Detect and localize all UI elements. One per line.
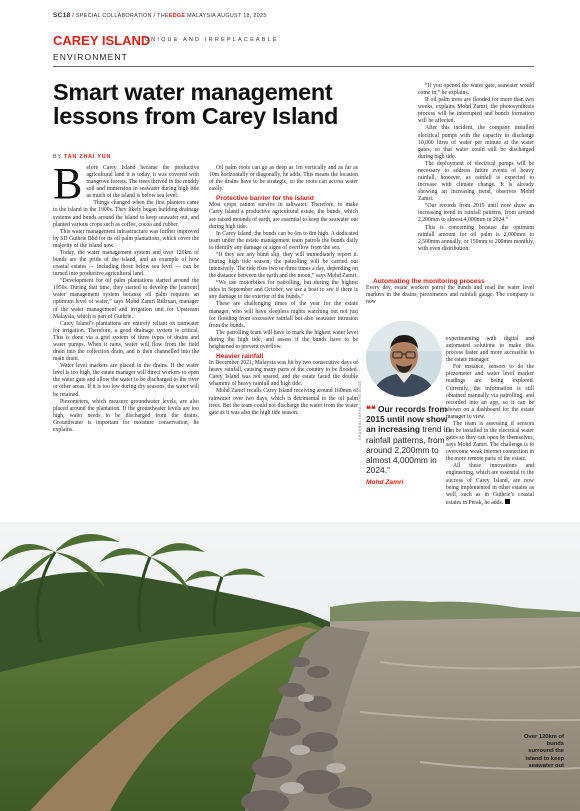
end-mark [505, 499, 510, 504]
subheading: Automating the monitoring process [373, 278, 485, 285]
article-column-1 [53, 159, 200, 434]
publication-suffix: MALAYSIA [187, 13, 216, 19]
page-folio: SC18 / SPECIAL COLLABORATION / THEEDGE MALAYSIA AUGUST 18, 2025 [53, 12, 267, 19]
drop-cap: B [53, 159, 83, 208]
byline-author: TAN ZHAI YUN [64, 154, 112, 160]
article-column-2 [209, 165, 358, 417]
body-paragraph: Today, the water management system and over 120km of bunds are the pride of the island, and an example of how coastal estates — including those below sea level — can be turned into productive agricultural land. [53, 249, 199, 278]
byline-prefix: BY [53, 154, 62, 160]
subheading: Heavier rainfall [216, 353, 264, 361]
quote-mark-icon: ❝❝ [366, 404, 376, 414]
publication-brand: EDGE [168, 13, 186, 19]
body-paragraph: Most crops cannot survive in saltwater. Therefore, to make Carey Island a productive agricultural estate, the bunds, which are raised mounds of earth, are essential to keep the seawater out during high tide. [209, 202, 358, 230]
pull-quote [366, 404, 452, 489]
article-column-3 [418, 83, 534, 253]
page-number: SC18 [53, 12, 71, 19]
lead-text: efore Carey Island became the productive agricultural land it is today, it was covered with mangrove forests. The trees thrived in the muddy soil and immersion in seawater during high tide as much of the island is below sea level. [86, 165, 200, 200]
body-paragraph: “Our records from 2015 until now show an increasing trend in rainfall patterns, from around 2,200mm to almost 4,000mm in 2024.” [418, 203, 534, 224]
body-paragraph: For instance, sensors to do the piezometer and water level marker readings are being explored. Currently, the information is still obtained manually via patrolling, and recorded into an app, so it can be shown on a dashboard for the estate manager to view. [446, 364, 534, 420]
landscape-photo [0, 522, 580, 811]
section-tagline: UNIQUE AND IRREPLACEABLE [145, 37, 279, 43]
body-paragraph: “If you opened the water gate, seawater would come in,” he explains. [418, 83, 534, 97]
body-paragraph: Every day, estate workers patrol the bunds and read the water level markers in the drains, piezometers and rainfall gauge. The company is now [366, 285, 534, 306]
pull-quote-bold: Our records from 2015 until now show an increasing [366, 404, 448, 435]
subheading: Protective barrier for the island [216, 195, 314, 203]
body-paragraph: “We use motorbikes for patrolling, but during the highest tides in September and October, we use a boat to see if there is any damage to the exterior of the bunds.” [209, 280, 358, 301]
publication-prefix: THE [157, 13, 169, 19]
pull-quote-text: trend in rainfall patterns, from around 2,200mm to almost 4,000mm in 2024.” [366, 424, 451, 476]
article-kicker: ENVIRONMENT [53, 52, 128, 62]
section-title: CAREY ISLAND [53, 33, 151, 48]
body-paragraph: Carey Island’s plantations are entirely reliant on rainwater for irrigation. Therefore, a good drainage system is critical. This is done via a grid system of three types of drains and water pumps. When it rains, water will flow from the field drain into the collection drain, and is then channelled into the main drain. [53, 320, 199, 363]
section-label: SPECIAL COLLABORATION [75, 13, 152, 19]
body-paragraph: After this incident, the company installed electrical pumps with the capacity to discharge 10,000 litres of water per minute at the water gates, so that water could still be discharged during high tide. [418, 125, 534, 160]
body-paragraph: In December 2021, Malaysia was hit by two consecutive days of heavy rainfall, causing many parts of the country to be flooded. Carey Island was not spared, and the estate faced the double whammy of heavy rainfall and high tide. [209, 360, 358, 388]
article-headline: Smart water management lessons from Carey Island [53, 79, 339, 129]
kicker-divider [53, 66, 534, 67]
body-paragraph: Oil palm roots can go as deep as 1m vertically and as far as 10m horizontally or diagonally, he adds. This means the location of the drains have to be strategic, so the roots can access water easily. [209, 165, 358, 193]
body-paragraph: “If they see any bund slip, they will immediately report it. During high tide season, the patrolling will be carried out intensively. The tide rises two or three times a day, depending on the distance between the earth and the moon,” says Mohd Zamri. [209, 251, 358, 280]
body-paragraph: “Development for oil palm plantations started around the 1950s. During that time, they started to develop the [current] water management system because oil palm requires an optimum level of water,” says Mohd Zamri Ridzuan, manager of the water management and irrigation unit for Upstream Malaysia, which is part of Guthrie. [53, 278, 199, 320]
body-paragraph: If oil palm trees are flooded for more than two weeks, explains Mohd Zamri, the photosynthesis process will be interrupted and bunch formation will be affected. [418, 97, 534, 125]
lead-paragraph [53, 159, 200, 208]
article-column-3-narrow [446, 336, 534, 507]
body-paragraph: Things changed when the first planters came to the island in the 1900s. They likely began building drainage systems and bunds around the island to keep seawater out, and planted various crops such as coffee, cocoa and rubber. [53, 200, 199, 228]
body-paragraph: This water management infrastructure was further improved by SD Guthrie Bhd for its oil palm plantations, which cover the majority of the island now. [53, 228, 199, 249]
pull-quote-attribution: Mohd Zamri [366, 479, 404, 487]
body-paragraph: This is concerning because the optimum rainfall amount for oil palm is 2,000mm to 2,500mm annually, or 150mm to 200mm monthly, with even distribution. [418, 224, 534, 252]
body-paragraph: experimenting with digital and automated solutions to make this process faster and more accessible to the estate manager. [446, 336, 534, 364]
body-paragraph: Water level markers are placed in the drains. If the water level is too high, the estate manager will direct workers to open the water gate and allow the water to be discharged to the river or other areas. If it is too low during dry seasons, the water will be retained. [53, 363, 199, 398]
issue-date: AUGUST 18, 2025 [217, 13, 267, 19]
body-paragraph: The team is assessing if sensors can be installed in the electrical water gates so they can open by themselves, says Mohd Zamri. The challenge is to overcome weak internet connection in the more remote parts of the estate. [446, 420, 534, 463]
body-paragraph: Piezometers, which measure groundwater levels, are also placed around the plantation. If the groundwater levels are too high, water needs to be discharged from the drains. Groundwater is important for moisture conservation, he explains. [53, 398, 199, 433]
portrait-photo [366, 321, 442, 397]
body-paragraph: These are challenging times of the year for the estate manager, who will have sleepless nights watching out not just for flooding from excessive rainfall but also seawater intrusion from the bunds. [209, 301, 358, 329]
photo-caption: Over 120km of bunds surround the island to keep seawater out [524, 734, 564, 769]
portrait-credit: SHAHRIN YAHYA / THE EDGE [358, 380, 362, 440]
body-paragraph: The deployment of electrical pumps will be necessary to address future events of heavy rainfall, however, as rainfall is expected to increase with climate change. It is already showing an increasing trend, observes Mohd Zamri. [418, 160, 534, 203]
body-paragraph: Mohd Zamri recalls Carey Island receiving around 160mm of rainwater over two days, which is detrimental to the oil palm trees. But the team could not discharge the water from the water gate as it was also the high tide season. [209, 388, 358, 416]
body-paragraph: The patrolling team will have to mark the highest water level during the high tide, and assess if the bunds have to be heightened to prevent overflow. [209, 329, 358, 350]
body-paragraph [446, 463, 534, 506]
article-column-3-continued [366, 276, 534, 306]
closing-text: All these innovations and engineering, which are essential to the success of Carey Island, are now being implemented in other estates as well, such as in Guthrie’s coastal estates in Perak, he adds. [446, 463, 534, 506]
body-paragraph: In Carey Island, the bunds can be 6m to 8m high. A dedicated team under the estate management team patrols the bunds daily to identify any damage or signs of overflow from the sea. [209, 230, 358, 251]
